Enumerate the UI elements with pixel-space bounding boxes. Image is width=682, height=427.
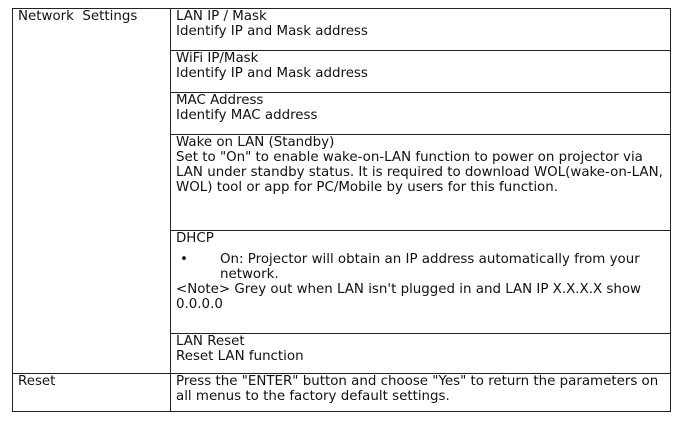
setting-cell	[171, 135, 671, 231]
list-item	[176, 252, 666, 282]
setting-desc-wifi-ip-mask: Identify IP and Mask address	[176, 66, 368, 81]
setting-cell	[171, 231, 671, 334]
setting-cell	[171, 51, 671, 93]
dhcp-on-description: On: Projector will obtain an IP address automatically from your network.	[220, 252, 640, 282]
category-cell	[13, 374, 171, 412]
setting-desc-wake-on-lan: Set to "On" to enable wake-on-LAN function to power on projector via LAN under standby status. It is required to download WOL(wake-on-LAN, WOL) tool or app for PC/Mobile by users for this function.	[176, 150, 663, 195]
category-network-settings: Network Settings	[18, 9, 138, 24]
setting-desc-reset: Press the "ENTER" button and choose "Yes" to return the parameters on all menus to the factory default settings.	[176, 374, 659, 404]
setting-cell	[171, 374, 671, 412]
settings-table	[12, 8, 671, 412]
setting-title-wifi-ip-mask: WiFi IP/Mask	[176, 51, 259, 66]
table-row	[13, 374, 671, 412]
bullet-icon: •	[180, 252, 188, 267]
setting-title-lan-reset: LAN Reset	[176, 334, 245, 349]
setting-desc-lan-reset: Reset LAN function	[176, 349, 304, 364]
setting-cell	[171, 93, 671, 135]
table-row	[13, 9, 671, 51]
setting-title-lan-ip-mask: LAN IP / Mask	[176, 9, 267, 24]
setting-title-dhcp: DHCP	[176, 231, 214, 246]
setting-cell	[171, 334, 671, 374]
category-reset: Reset	[18, 374, 56, 389]
setting-cell	[171, 9, 671, 51]
dhcp-note: <Note> Grey out when LAN isn't plugged in and LAN IP X.X.X.X show 0.0.0.0	[176, 282, 642, 312]
setting-title-mac-address: MAC Address	[176, 93, 264, 108]
setting-desc-mac-address: Identify MAC address	[176, 108, 318, 123]
setting-title-wake-on-lan: Wake on LAN (Standby)	[176, 135, 335, 150]
category-cell	[13, 9, 171, 374]
setting-desc-lan-ip-mask: Identify IP and Mask address	[176, 24, 368, 39]
